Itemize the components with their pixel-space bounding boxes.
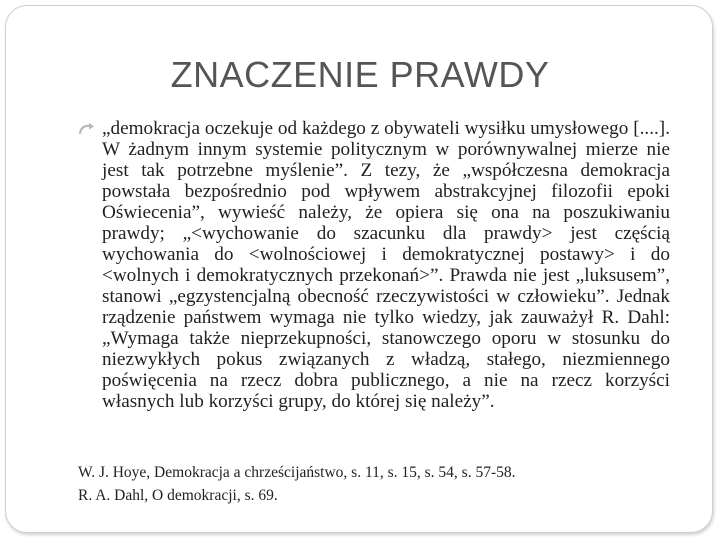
curved-arrow-bullet-icon: [78, 122, 96, 136]
reference-dahl: R. A. Dahl, O demokracji, s. 69.: [78, 487, 278, 504]
bullet-item: [78, 118, 670, 412]
slide-content: [78, 118, 670, 412]
references: [78, 461, 678, 507]
quote-text: „demokracja oczekuje od każdego z obywateli wysiłku umysłowego [....]. W żadnym innym systemie politycznym w porównywalnej mierze nie jest tak potrzebne myślenie”. Z tezy, że „współczesna demokracja powstała bezpośrednio pod wpływem abstrakcyjnej filozofii epoki Oświecenia”, wywieść należy, że opiera się ona na poszukiwaniu prawdy; „<wychowanie do szacunku dla prawdy> jest częścią wychowania do <wolnościowej i demokratycznej postawy> i do <wolnych i demokratycznych przekonań>”. Prawda nie jest „luksusem”, stanowi „egzystencjalną obecność rzeczywistości w człowieku”. Jednak rządzenie państwem wymaga nie tylko wiedzy, jak zauważył R. Dahl: „Wymaga także nieprzekupności, stanowczego oporu w stosunku do niezwykłych pokus związanych z władzą, stałego, niezmiennego poświęcenia na rzecz dobra publicznego, a nie na rzecz korzyści własnych lub korzyści grupy, do której się należy”.: [102, 118, 670, 412]
reference-hoye: W. J. Hoye, Demokracja a chrześcijaństwo, s. 11, s. 15, s. 54, s. 57-58.: [78, 464, 516, 481]
slide-title: ZNACZENIE PRAWDY: [170, 54, 550, 95]
